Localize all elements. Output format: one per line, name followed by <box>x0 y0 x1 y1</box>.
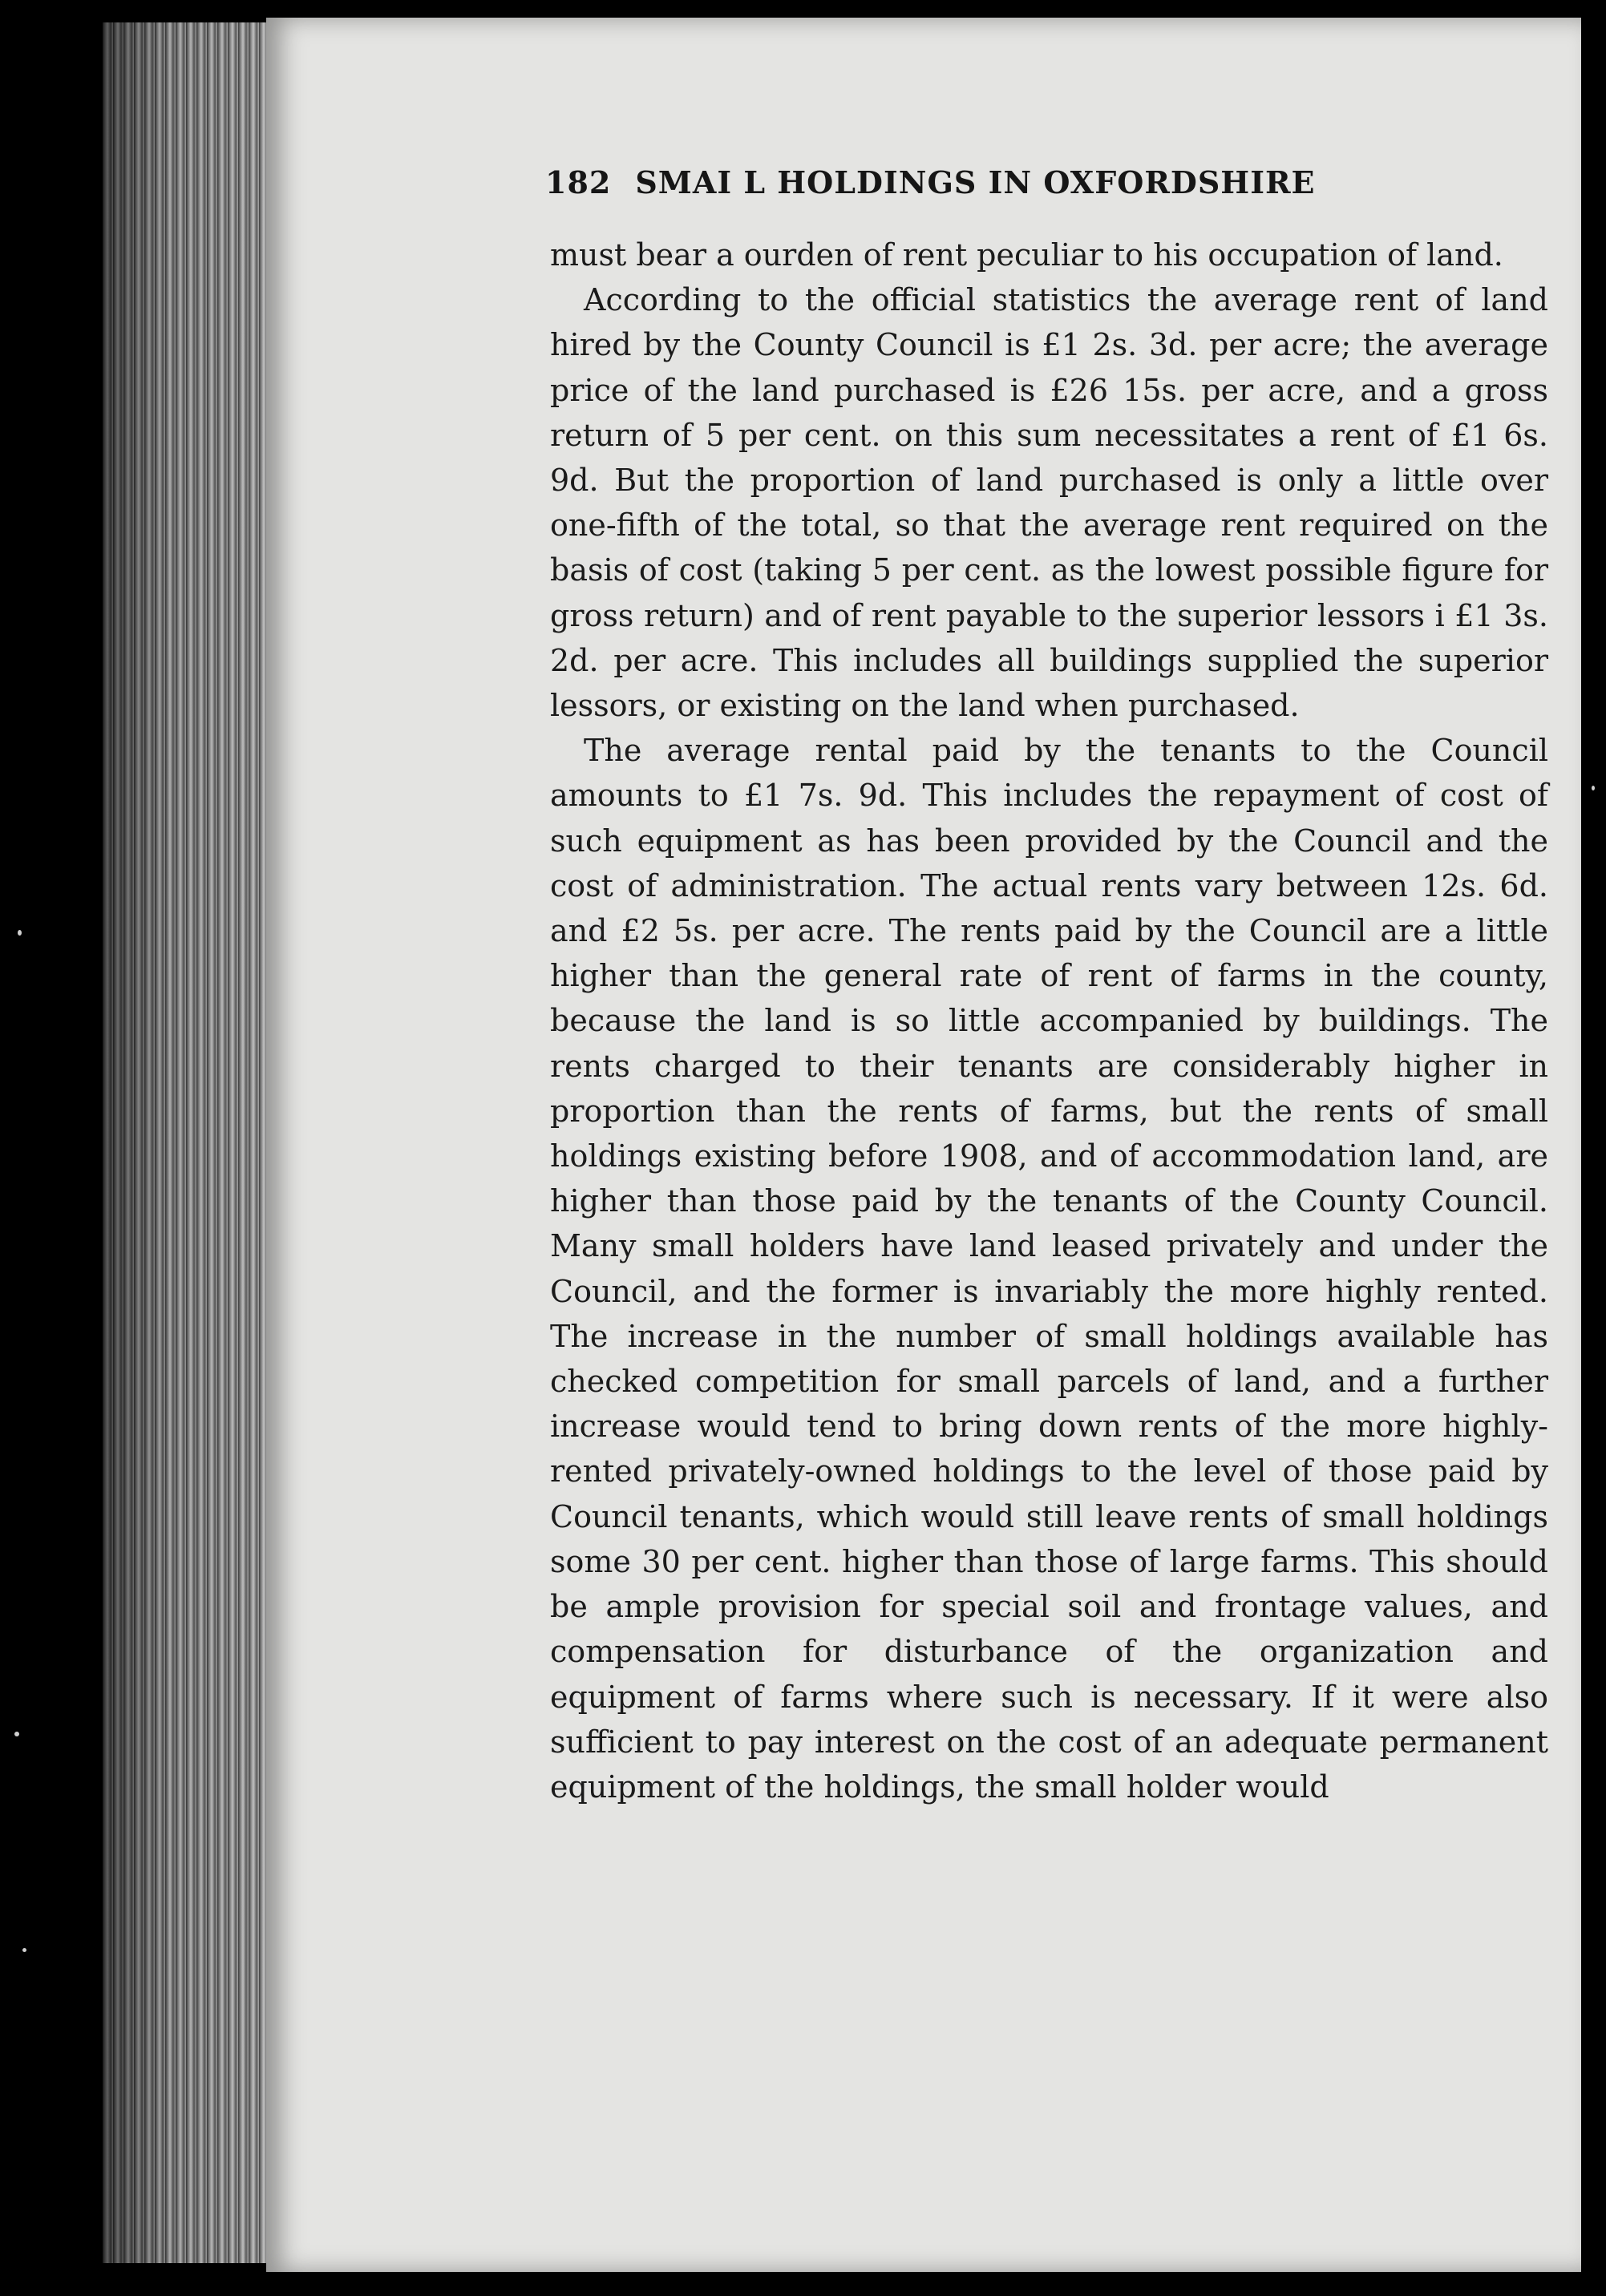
scan-border <box>1581 0 1606 2296</box>
running-title: SMAI L HOLDINGS IN OXFORDSHIRE <box>635 164 1316 200</box>
book-page-edges <box>103 22 271 2263</box>
paragraph-average-rental: The average rental paid by the tenants to the Council amounts to £1 7s. 9d. This includes the repayment of cost of such equipment as has been provided by the Council and the cost of administration. The actual rents vary between 12s. 6d. and £2 5s. per acre. The rents paid by the Council are a little higher than the general rate of rent of farms in the county, because the land is so little accompanied by buildings. The rents charged to their tenants are considerably higher in proportion than the rents of farms, but the rents of small holdings existing before 1908, and of accommodation land, are higher than those paid by the tenants of the County Council. Many small holders have land leased privately and under the Council, and the former is invariably the more highly rented. The increase in the number of small holdings available has checked competition for small parcels of land, and a further increase would tend to bring down rents of the more highly-rented privately-owned holdings to the level of those paid by Council tenants, which would still leave rents of small holdings some 30 per cent. higher than those of large farms. This should be ample provision for special soil and frontage values, and compensation for disturbance of the organization and equipment of farms where such is necessary. If it were also sufficient to pay interest on the cost of an adequate permanent equipment of the holdings, the small holder would <box>550 733 1548 1805</box>
page-number: 182 <box>545 164 612 200</box>
paragraph-continued: must bear a ourden of rent peculiar to his occupation of land. <box>550 237 1503 273</box>
body-text <box>550 232 1548 1809</box>
running-header <box>545 164 1475 212</box>
paragraph-rent-statistics: According to the official statistics the average rent of land hired by the County Council is £1 2s. 3d. per acre; the average price of the land purchased is £26 15s. per acre, and a gross return of 5 per cent. on this sum necessitates a rent of £1 6s. 9d. But the proportion of land purchased is only a little over one-fifth of the total, so that the average rent required on the basis of cost (taking 5 per cent. as the lowest possible figure for gross return) and of rent payable to the superior lessors i £1 3s. 2d. per acre. This includes all buildings supplied the superior lessors, or existing on the land when purchased. <box>550 282 1548 724</box>
